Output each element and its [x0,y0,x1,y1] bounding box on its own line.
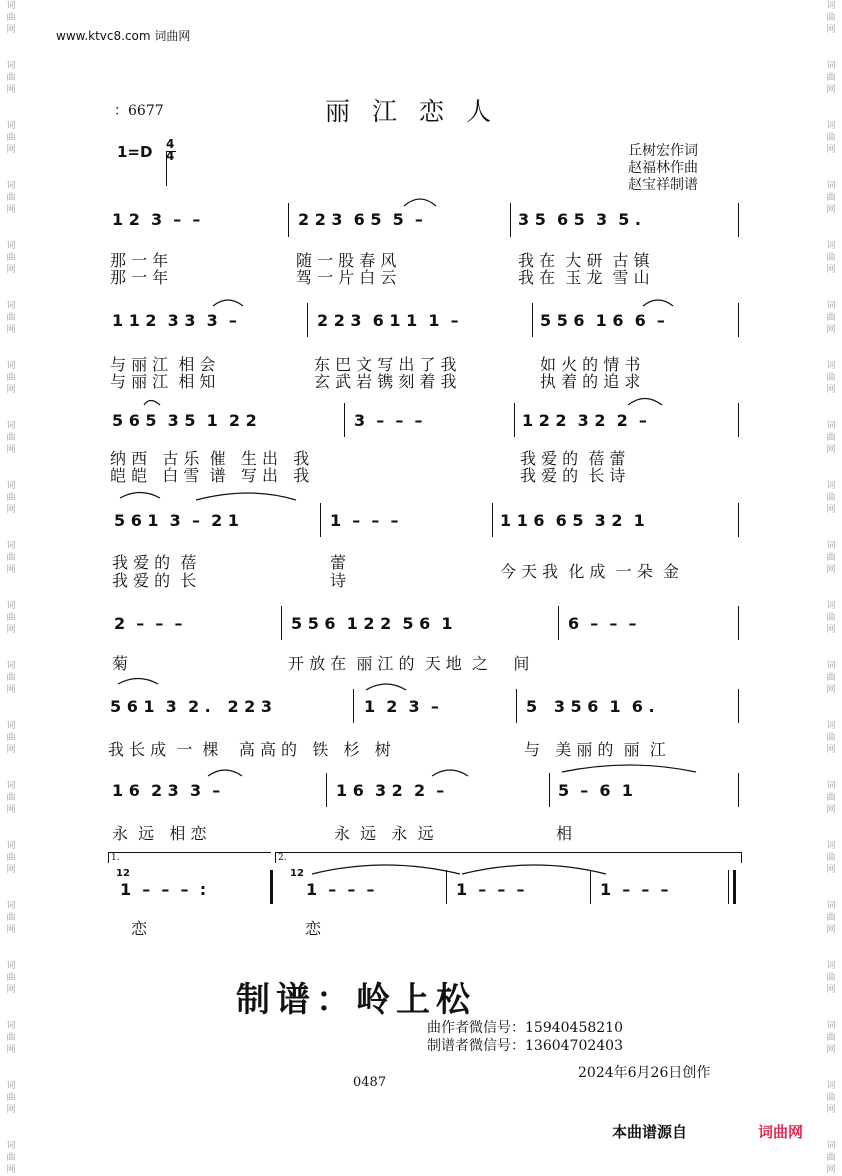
row3-lyric1-c: 我 爱 的 蓓 蕾 [520,449,626,468]
watermark-text: 词 曲 网 [826,361,836,395]
watermark-text: 词 曲 网 [826,781,836,815]
row3-lyric2-a: 皑 皑 白 雪 谱 写 出 我 [110,466,310,485]
watermark-text: 词 曲 网 [6,841,16,875]
volta-1: 1. [108,852,271,863]
row2-lyric2-b: 玄 武 岩 镌 刻 着 我 [314,372,457,391]
watermark-text: 词 曲 网 [826,1021,836,1055]
watermark-text: 词 曲 网 [826,241,836,275]
row4-bar1-notes: 5 6 1 3 – 2 1 [114,511,239,530]
creation-date: 2024年6月26日创作 [578,1065,711,1081]
watermark-text: 词 曲 网 [826,901,836,935]
lyricist: 丘树宏作词 [628,143,698,159]
row8-bar3-notes: 1 – – – [456,880,525,899]
watermark-text: 词 曲 网 [826,1081,836,1115]
row1-bar2-notes: 2 2 3 6 5 5 – [298,210,423,229]
row3-lyric2-c: 我 爱 的 长 诗 [520,466,626,485]
row1-bar1-notes: 1 2 3 – – [112,210,201,229]
row8-bar1-notes: 1 – – – : [120,880,207,899]
row2-lyric1-a: 与 丽 江 相 会 [110,355,216,374]
watermark-text: 词 曲 网 [826,601,836,635]
row5-bar3-notes: 6 – – – [568,614,637,633]
row5-lyric1-a: 菊 [112,654,129,673]
row1-lyric1-a: 那 一 年 [110,251,169,270]
row4-lyric1-c: 今 天 我 化 成 一 朵 金 [500,562,679,581]
row8-lyric1-a: 恋 [131,919,148,938]
row3-bar2-notes: 3 – – – [354,411,423,430]
row1-lyric1-b: 随 一 股 春 风 [296,251,397,270]
time-signature-bottom: 4 [166,149,175,163]
watermark-text: 词 曲 网 [6,661,16,695]
row5-bar2-notes: 5 5 6 1 2 2 5 6 1 [291,614,453,633]
row2-lyric1-b: 东 巴 文 写 出 了 我 [314,355,457,374]
time-signature-top: 4 [166,137,175,151]
watermark-text: 词 曲 网 [6,1141,16,1175]
row7-lyric1-a: 永 远 相 恋 [112,824,207,843]
watermark-text: 词 曲 网 [6,901,16,935]
watermark-text: 词 曲 网 [6,781,16,815]
right-watermark-strip [820,0,842,1175]
row3-bar1-notes: 5 6 5 3 5 1 2 2 [112,411,257,430]
contact-info [427,1019,623,1055]
volta-2: 2. [275,852,742,863]
row7-lyric1-b: 永 远 永 远 [334,824,434,843]
row8-bar2-notes: 1 – – – [306,880,375,899]
row2-lyric1-c: 如 火 的 情 书 [540,355,641,374]
watermark-text: 词 曲 网 [826,721,836,755]
row1-lyric2-b: 驾 一 片 白 云 [296,268,397,287]
row2-bar2-notes: 2 2 3 6 1 1 1 – [317,311,459,330]
row8-bar4-notes: 1 – – – [600,880,669,899]
watermark-text: 词 曲 网 [6,541,16,575]
arranger: 赵宝祥制谱 [628,177,698,193]
row2-lyric2-a: 与 丽 江 相 知 [110,372,216,391]
row7-lyric1-c: 相 [556,824,573,843]
composer: 赵福林作曲 [628,160,698,176]
watermark-text: 词 曲 网 [6,721,16,755]
row5-lyric1-b: 开 放 在 丽 江 的 天 地 之 间 [288,654,530,673]
watermark-text: 词 曲 网 [826,481,836,515]
watermark-text: 词 曲 网 [6,421,16,455]
credits [628,143,698,194]
row4-lyric2-a: 我 爱 的 长 [112,571,197,590]
watermark-text: 词 曲 网 [826,301,836,335]
watermark-text: 词 曲 网 [826,961,836,995]
watermark-text: 词 曲 网 [826,541,836,575]
grace-notes-1: 12 [116,868,130,879]
composer-wechat: 曲作者微信号：15940458210 [427,1020,623,1036]
row2-bar1-notes: 1 1 2 3 3 3 – [112,311,237,330]
watermark-text: 词 曲 网 [6,181,16,215]
watermark-text: 词 曲 网 [6,601,16,635]
watermark-text: 词 曲 网 [826,841,836,875]
song-number: ：6677 [114,103,164,119]
watermark-text: 词 曲 网 [6,1021,16,1055]
left-watermark-strip [0,0,22,1175]
row7-bar3-notes: 5 – 6 1 [558,781,633,800]
watermark-text: 词 曲 网 [6,61,16,95]
row3-bar3-notes: 1 2 2 3 2 2 – [522,411,647,430]
watermark-text: 词 曲 网 [826,661,836,695]
row6-bar3-notes: 5 3 5 6 1 6 . [526,697,655,716]
time-signature [166,138,174,162]
row4-lyric1-a: 我 爱 的 蓓 [112,553,197,572]
footer-source-label: 本曲谱源自 [612,1123,688,1141]
row7-bar2-notes: 1 6 3 2 2 – [336,781,445,800]
song-title: 丽江恋人 [325,97,514,126]
row6-lyric1-a: 我 长 成 一 棵 高 高 的 铁 杉 树 [108,740,391,759]
row3-lyric1-a: 纳 西 古 乐 催 生 出 我 [110,449,310,468]
row1-bar3-notes: 3 5 6 5 3 5 . [518,210,642,229]
row4-bar3-notes: 1 1 6 6 5 3 2 1 [500,511,645,530]
watermark-text: 词 曲 网 [826,421,836,455]
key-signature: 1=D [117,143,153,161]
row1-lyric2-a: 那 一 年 [110,268,169,287]
footer-source-site[interactable]: 词曲网 [758,1123,804,1141]
score-code: 0487 [353,1075,387,1090]
row6-bar1-notes: 5 6 1 3 2 . 2 2 3 [110,697,272,716]
row1-lyric2-c: 我 在 玉 龙 雪 山 [518,268,650,287]
row4-bar2-notes: 1 – – – [330,511,399,530]
watermark-text: 词 曲 网 [826,181,836,215]
site-header[interactable]: www.ktvc8.com 词曲网 [56,29,191,43]
row8-lyric1-b: 恋 [305,919,322,938]
arranger-wechat: 制谱者微信号：13604702403 [427,1038,623,1054]
watermark-text: 词 曲 网 [826,1,836,35]
row5-bar1-notes: 2 – – – [114,614,183,633]
watermark-text: 词 曲 网 [6,121,16,155]
watermark-text: 词 曲 网 [6,481,16,515]
watermark-text: 词 曲 网 [6,961,16,995]
row7-bar1-notes: 1 6 2 3 3 – [112,781,221,800]
watermark-text: 词 曲 网 [826,1141,836,1175]
row1-lyric1-c: 我 在 大 研 古 镇 [518,251,650,270]
watermark-text: 词 曲 网 [6,241,16,275]
row6-bar2-notes: 1 2 3 – [364,697,439,716]
row4-lyric2-b: 诗 [330,571,347,590]
row4-lyric1-b: 蕾 [330,553,347,572]
row2-bar3-notes: 5 5 6 1 6 6 – [540,311,665,330]
watermark-text: 词 曲 网 [6,301,16,335]
arranger-signature: 制谱：岭上松 [236,980,476,1020]
watermark-text: 词 曲 网 [826,121,836,155]
row2-lyric2-c: 执 着 的 追 求 [540,372,641,391]
watermark-text: 词 曲 网 [826,61,836,95]
grace-notes-2: 12 [290,868,304,879]
watermark-text: 词 曲 网 [6,1081,16,1115]
watermark-text: 词 曲 网 [6,361,16,395]
watermark-text: 词 曲 网 [6,1,16,35]
row6-lyric1-c: 与 美 丽 的 丽 江 [524,740,666,759]
